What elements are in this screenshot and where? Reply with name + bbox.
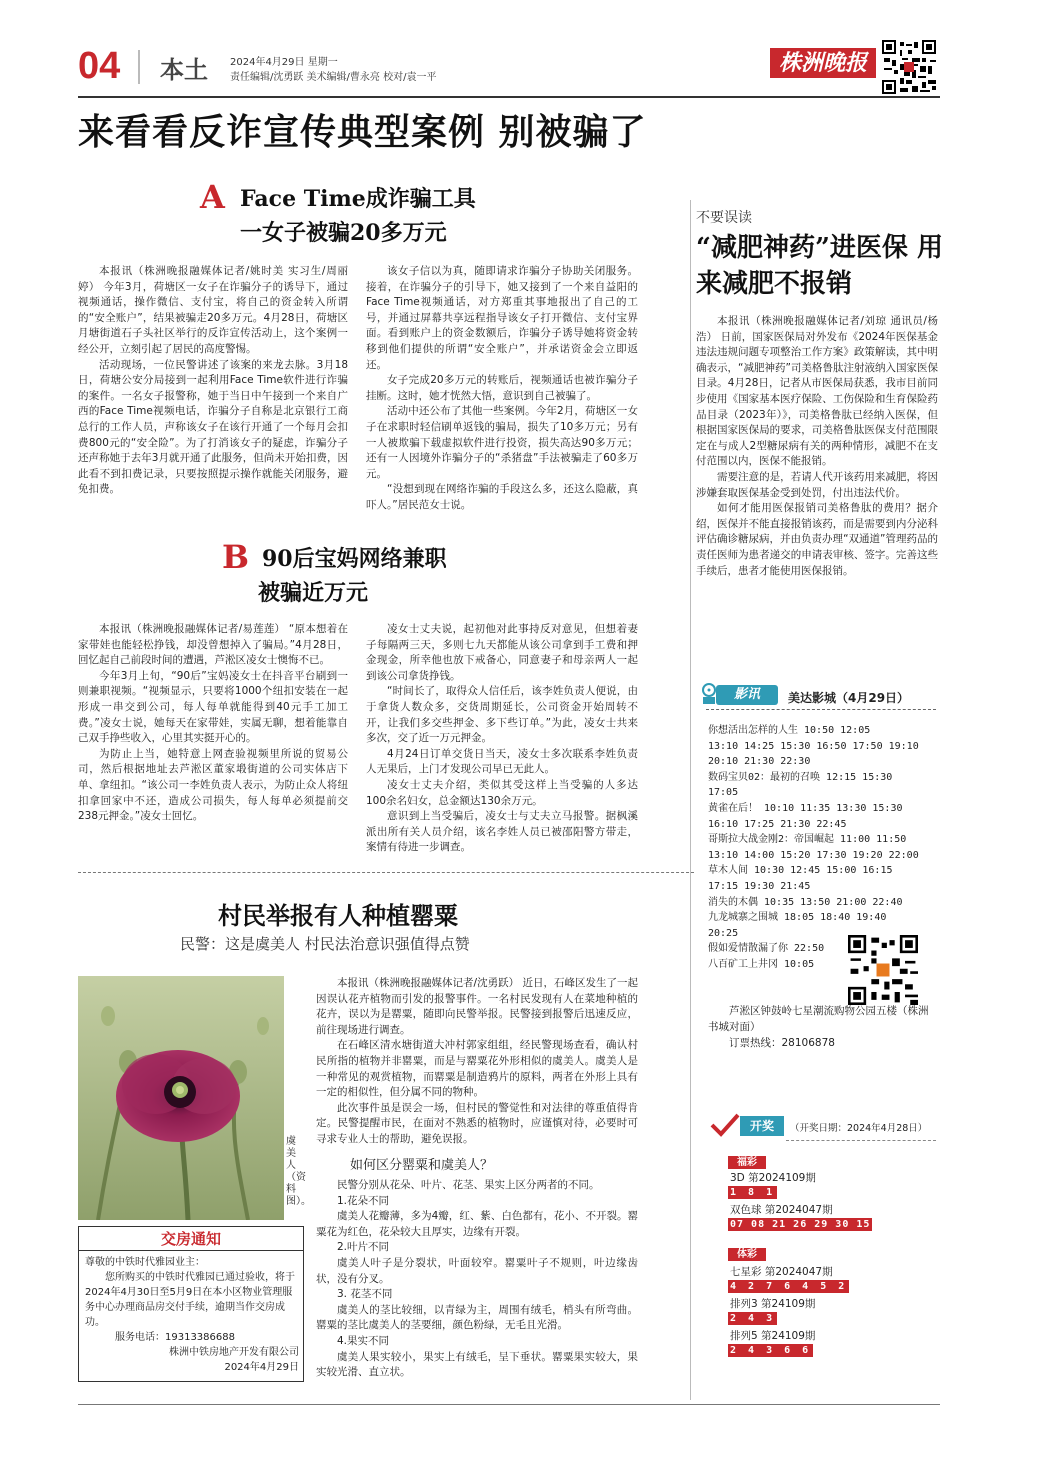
notice-company: 株洲中铁房地产开发有限公司 <box>169 1347 299 1358</box>
paragraph: 女子完成20多万元的转账后，视频通话也被诈骗分子挂断。这时，她才恍然大悟，意识到自己被骗了。 <box>366 374 638 402</box>
checkmark-icon <box>710 1112 740 1138</box>
poppy-story-subtitle: 民警：这是虞美人 村民法治意识强值得点赞 <box>180 935 470 953</box>
showtime-line: 九龙城寨之围城 18:05 18:40 19:40 <box>708 912 887 924</box>
lottery-3d-numbers: 1 8 1 <box>730 1187 776 1198</box>
showtime-line: 17:05 <box>708 787 739 799</box>
showtime-line: 假如爱情散漏了你 22:50 <box>708 943 825 955</box>
masthead-logo: 株洲晚报 <box>770 48 876 78</box>
story-b-column-2 <box>366 622 638 856</box>
story-b-title-line2: 被骗近万元 <box>258 580 369 606</box>
notice-body <box>85 1255 299 1375</box>
paragraph: 虞美人叶子是分裂状，叶面较窄。罂粟叶子不规则，叶边缘齿状，没有分叉。 <box>316 1256 638 1285</box>
paragraph: 需要注意的是，若请人代开该药用来减肥，将因涉嫌套取医保基金受到处罚，付出违法代价。 <box>696 470 938 499</box>
showtime-line: 哥斯拉大战金刚2：帝国崛起 11:00 11:50 <box>708 834 907 846</box>
story-b-column-1 <box>78 622 348 825</box>
page-header <box>78 40 940 94</box>
poppy-story-body <box>316 976 638 1148</box>
lottery-qxc-name: 七星彩 第2024047期 <box>730 1266 833 1278</box>
right-story-kicker: 不要误读 <box>696 210 752 226</box>
paragraph: 虞美人果实较小，果实上有绒毛，呈下垂状。罂粟果实较大，果实较光滑、直立状。 <box>316 1350 638 1379</box>
page-number: 04 <box>78 45 121 87</box>
paragraph: 1.花朵不同 <box>337 1194 390 1207</box>
paragraph: 活动中还公布了其他一些案例。今年2月，荷塘区一女子在求职时轻信刷单返钱的骗局，损失了10多万元；另有一人被欺骗下载虚拟软件进行投资，损失高达90多万元；还有一人因境外诈骗分子的“杀猪盘”手法被骗走了60多万元。 <box>366 405 638 480</box>
paragraph: 凌女士丈夫说，起初他对此事持反对意见，但想着妻子每隔两三天，多则七九天都能从该公司拿到手工费和押金现金，所幸他也放下戒备心，同意妻子和母亲两人一起到该公司拿货挣钱。 <box>366 623 638 682</box>
story-a-title-line1: Face Time成诈骗工具 <box>240 186 476 212</box>
divider <box>706 709 936 710</box>
story-a-title-line2: 一女子被骗20多万元 <box>240 220 447 246</box>
paragraph: 在石峰区清水塘街道大冲村郭家组组，经民警现场查看，确认村民所指的植物并非罂粟，而是与罂粟花外形相似的虞美人。虞美人是一种常见的观赏植物，而罂粟是制造鸦片的原料，两者在外形上具有一定的相似性，但分属不同的物种。 <box>316 1039 638 1099</box>
right-story-body <box>696 314 938 579</box>
showtime-line: 草木人间 10:30 12:45 15:00 16:15 <box>708 865 893 877</box>
showtime-line: 你想活出怎样的人生 10:50 12:05 <box>708 725 871 736</box>
paragraph: 本报讯（株洲晚报融媒体记者/易莲莲） “原本想着在家带娃也能轻松挣钱，却没曾想掉入了骗局。”4月28日，回忆起自己前段时间的遭遇，芦淞区凌女士懊悔不已。 <box>78 623 348 667</box>
paragraph: 意识到上当受骗后，凌女士与丈夫立马报警。据枫溪派出所有关人员介绍，该名李姓人员已被邵阳警方带走，案情有待进一步调查。 <box>366 810 638 854</box>
paragraph: 此次事件虽是误会一场，但村民的警觉性和对法律的尊重值得肯定。民警提醒市民，在面对不熟悉的植物时，应谨慎对待，必要时可寻求专业人士的帮助，避免误报。 <box>316 1101 638 1145</box>
notice-title: 交房通知 <box>79 1227 303 1251</box>
showtime-line: 17:15 19:30 21:45 <box>708 880 811 892</box>
story-a-column-2 <box>366 264 638 514</box>
story-b-letter: B <box>222 538 250 576</box>
paragraph: 虞美人的茎比较细，以青绿为主，周围有绒毛，梢头有所弯曲。罂粟的茎比虞美人的茎要细，颜色粉绿，无毛且光滑。 <box>316 1303 638 1332</box>
showtime-line: 八百矿工上井冈 10:05 <box>708 958 815 970</box>
issue-date: 2024年4月29日 星期一 <box>230 57 338 68</box>
photo-caption: 虞美人（资料图）。 <box>286 1136 311 1207</box>
handover-notice <box>78 1226 304 1382</box>
editors-line: 责任编辑/沈勇跃 美术编辑/曹永亮 校对/袁一平 <box>230 72 437 83</box>
divider <box>786 1140 936 1141</box>
poppy-story-title: 村民举报有人种植罂粟 <box>218 901 458 930</box>
paragraph: 活动现场，一位民警讲述了该案的来龙去脉。3月18日，荷塘公安分局接到一起利用Face Time软件进行诈骗的案件。一名女子报警称，她于当日中午接到一个来自广西的Face Time视频电话，诈骗分子自称是北京银行工商总行的工作人员，声称该女子在该行开通了一个每月会扣费800元的“安全险”。为了打消该女子的疑虑，诈骗分子还声称她于去年3月就开通了此服务，但尚未开始扣费，因此看不到扣费记录，只要按照提示操作就能关闭服务，避免扣费。 <box>78 358 348 496</box>
showtime-line: 数码宝贝02：最初的召唤 12:15 15:30 <box>708 771 893 783</box>
booking-phone: 订票热线：28106878 <box>729 1037 835 1049</box>
paragraph: 虞美人花瓣薄，多为4瓣，红、紫、白色都有，花小、不开裂。罂粟花为红色，花朵较大且厚实，边缘有开裂。 <box>316 1210 638 1238</box>
showtime-line: 消失的木偶 10:35 13:50 21:00 22:40 <box>708 896 903 908</box>
paragraph: 4.果实不同 <box>337 1334 390 1347</box>
footer-rule <box>78 1404 940 1405</box>
lottery-pl5-numbers: 2 4 3 6 6 <box>730 1345 812 1356</box>
paragraph: “时间长了，取得众人信任后，该李姓负责人便说，由于拿货人数众多，交货周期延长，公司资金开始周转不开，让我们多交些押金、多下些订单。”为此，凌女士共来多次，交了近一万元押金。 <box>366 685 638 745</box>
qr-code-icon <box>882 40 936 94</box>
cinema-name: 美达影城（4月29日） <box>788 691 910 705</box>
paragraph: 本报讯（株洲晚报融媒体记者/姚时美 实习生/周丽婷） 今年3月，荷塘区一女子在诈骗分子的诱导下，通过视频通话，操作微信、支付宝，将自己的资金转入所谓的“安全账户”，结果被骗走20多万元。4月28日，荷塘区月塘街道石子头社区举行的反诈宣传活动上，这个案例一经公开，立刻引起了居民的高度警惕。 <box>78 265 348 355</box>
paragraph: 3. 花茎不同 <box>337 1288 393 1301</box>
lottery-pl3-numbers: 2 4 3 <box>730 1313 776 1324</box>
story-a-letter: A <box>200 178 225 216</box>
showtime-line: 黄雀在后！ 10:10 11:35 13:30 15:30 <box>708 802 903 814</box>
movie-badge: 影讯 <box>716 685 778 705</box>
poppy-photo <box>78 976 284 1220</box>
notice-greeting: 尊敬的中铁时代雅园业主： <box>85 1257 205 1268</box>
paragraph: 本报讯（株洲晚报融媒体记者/刘琼 通讯员/杨浩） 日前，国家医保局对外发布《2024年医保基金违法违规问题专项整治工作方案》政策解读，其中明确表示，“减肥神药”司美格鲁肽注射液纳入国家医保目录。4月28日，记者从市医保局获悉，我市目前同步使用《国家基本医疗保险、工伤保险和生育保险药品目录（2023年）》，司美格鲁肽已经纳入医保，但根据国家医保局的要求，司美格鲁肽医保支付范围限定在与成人2型糖尿病有关的两种情形，减肥不在支付范围以内，医保不能报销。 <box>696 315 938 468</box>
qr-code-icon <box>848 935 918 1005</box>
section-name: 本土 <box>160 56 208 84</box>
address-text: 芦淞区钟鼓岭七星潮流购物公园五楼（株洲书城对面） <box>708 1005 929 1033</box>
qa-heading: 如何区分罂粟和虞美人？ <box>350 1158 494 1173</box>
showtime-line: 13:10 14:00 15:20 17:30 19:20 22:00 <box>708 849 919 861</box>
lottery-pl3-name: 排列3 第24109期 <box>730 1298 816 1310</box>
showtime-line: 16:10 17:25 21:30 22:45 <box>708 818 847 830</box>
paragraph: 今年3月上旬，“90后”宝妈凌女士在抖音平台刷到一则兼职视频。“视频显示，只要将1000个纽扣安装在一起形成一串交到公司，每人每单就能得到40元手工加工费。”凌女士说，她每天在家带娃，实属无聊，想着能靠自己双手挣些收入，心里其实挺开心的。 <box>78 669 348 745</box>
lottery-qxc-numbers: 4 2 7 6 4 5 2 <box>730 1281 848 1292</box>
notice-date: 2024年4月29日 <box>224 1362 299 1373</box>
column-divider <box>690 200 691 1400</box>
paragraph: 为防止上当，她特意上网查验视频里所说的贸易公司，然后根据地址去芦淞区董家塅街道的公司实体店下单、拿纽扣。“该公司一李姓负责人表示，为防止众人将纽扣拿回家中不还，造成公司损失，每人每单必须提前交238元押金。”凌女士回忆。 <box>78 747 348 823</box>
paragraph: 2.叶片不同 <box>337 1241 390 1254</box>
movie-header <box>706 685 936 707</box>
paragraph: 4月24日订单交货日当天，凌女士多次联系李姓负责人无果后，上门才发现公司早已无此人。 <box>366 747 638 776</box>
lottery-badge: 开奖 <box>740 1116 784 1136</box>
lottery-pl5-name: 排列5 第24109期 <box>730 1330 816 1342</box>
paragraph: 民警分别从花朵、叶片、花茎、果实上区分两者的不同。 <box>337 1179 600 1191</box>
movie-listings <box>706 685 936 1057</box>
showtime-line: 20:25 <box>708 927 739 939</box>
page-headline: 来看看反诈宣传典型案例 别被骗了 <box>78 112 647 153</box>
lottery-results <box>706 1112 938 1372</box>
story-b-title-line1: 90后宝妈网络兼职 <box>262 546 447 572</box>
paragraph: 本报讯（株洲晚报融媒体记者/沈勇跃） 近日，石峰区发生了一起因误认花卉植物而引发的报警事件。一名村民发现有人在菜地种植的花卉，误以为是罂粟，随即向民警举报。民警接到报警后迅速反应，前往现场进行调查。 <box>316 977 638 1036</box>
cinema-address <box>708 1003 934 1051</box>
paragraph: 凌女士丈夫介绍，类似其受这样上当受骗的人多达100余名妇女，总金额达130余万元。 <box>366 778 638 807</box>
lottery-ssq-name: 双色球 第2024047期 <box>730 1204 833 1216</box>
showtime-line: 13:10 14:25 15:30 16:50 17:50 19:10 <box>708 740 919 752</box>
notice-text: 您所购买的中铁时代雅园已通过验收，将于2024年4月30日至5月9日在本小区物业管理服务中心办理商品房交付手续，逾期当作交房成功。 <box>85 1272 295 1328</box>
header-rule <box>78 96 940 98</box>
section-divider <box>78 872 694 873</box>
lottery-3d-name: 3D 第2024109期 <box>730 1172 816 1184</box>
draw-date: （开奖日期：2024年4月28日） <box>790 1123 928 1134</box>
header-divider <box>138 50 140 84</box>
paragraph: 如何才能用医保报销司美格鲁肽的费用？据介绍，医保并不能直接报销该药，而是需要到内分泌科评估确诊糖尿病，并由负责办理“双通道”管理药品的责任医师为患者递交的申请表审核、签字。完善这些手续后，患者才能使用医保报销。 <box>696 502 938 577</box>
showtime-line: 20:10 21:30 22:30 <box>708 756 811 768</box>
sports-lottery-label: 体彩 <box>728 1248 766 1261</box>
notice-phone: 服务电话：19313386688 <box>115 1332 235 1343</box>
right-story-title: “减肥神药”进医保 用来减肥不报销 <box>696 233 943 299</box>
paragraph: “没想到现在网络诈骗的手段这么多，还这么隐蔽，真吓人。”居民范女士说。 <box>366 483 638 511</box>
paragraph: 该女子信以为真，随即请求诈骗分子协助关闭服务。接着，在诈骗分子的引导下，她又接到了一个来自益阳的Face Time视频通话，对方郑重其事地报出了自己的工号，并通过屏幕共享远程指导该女子打开微信、支付宝界面。看到账户上的资金数额后，诈骗分子诱导她将资金转移到他们提供的所谓“安全账户”，并承诺资金会立即返还。 <box>366 265 638 371</box>
story-a-column-1 <box>78 264 348 498</box>
lottery-ssq-numbers: 07 08 21 26 29 30 15 <box>730 1219 871 1230</box>
welfare-lottery-label: 福彩 <box>728 1156 766 1169</box>
qa-body <box>316 1178 638 1381</box>
